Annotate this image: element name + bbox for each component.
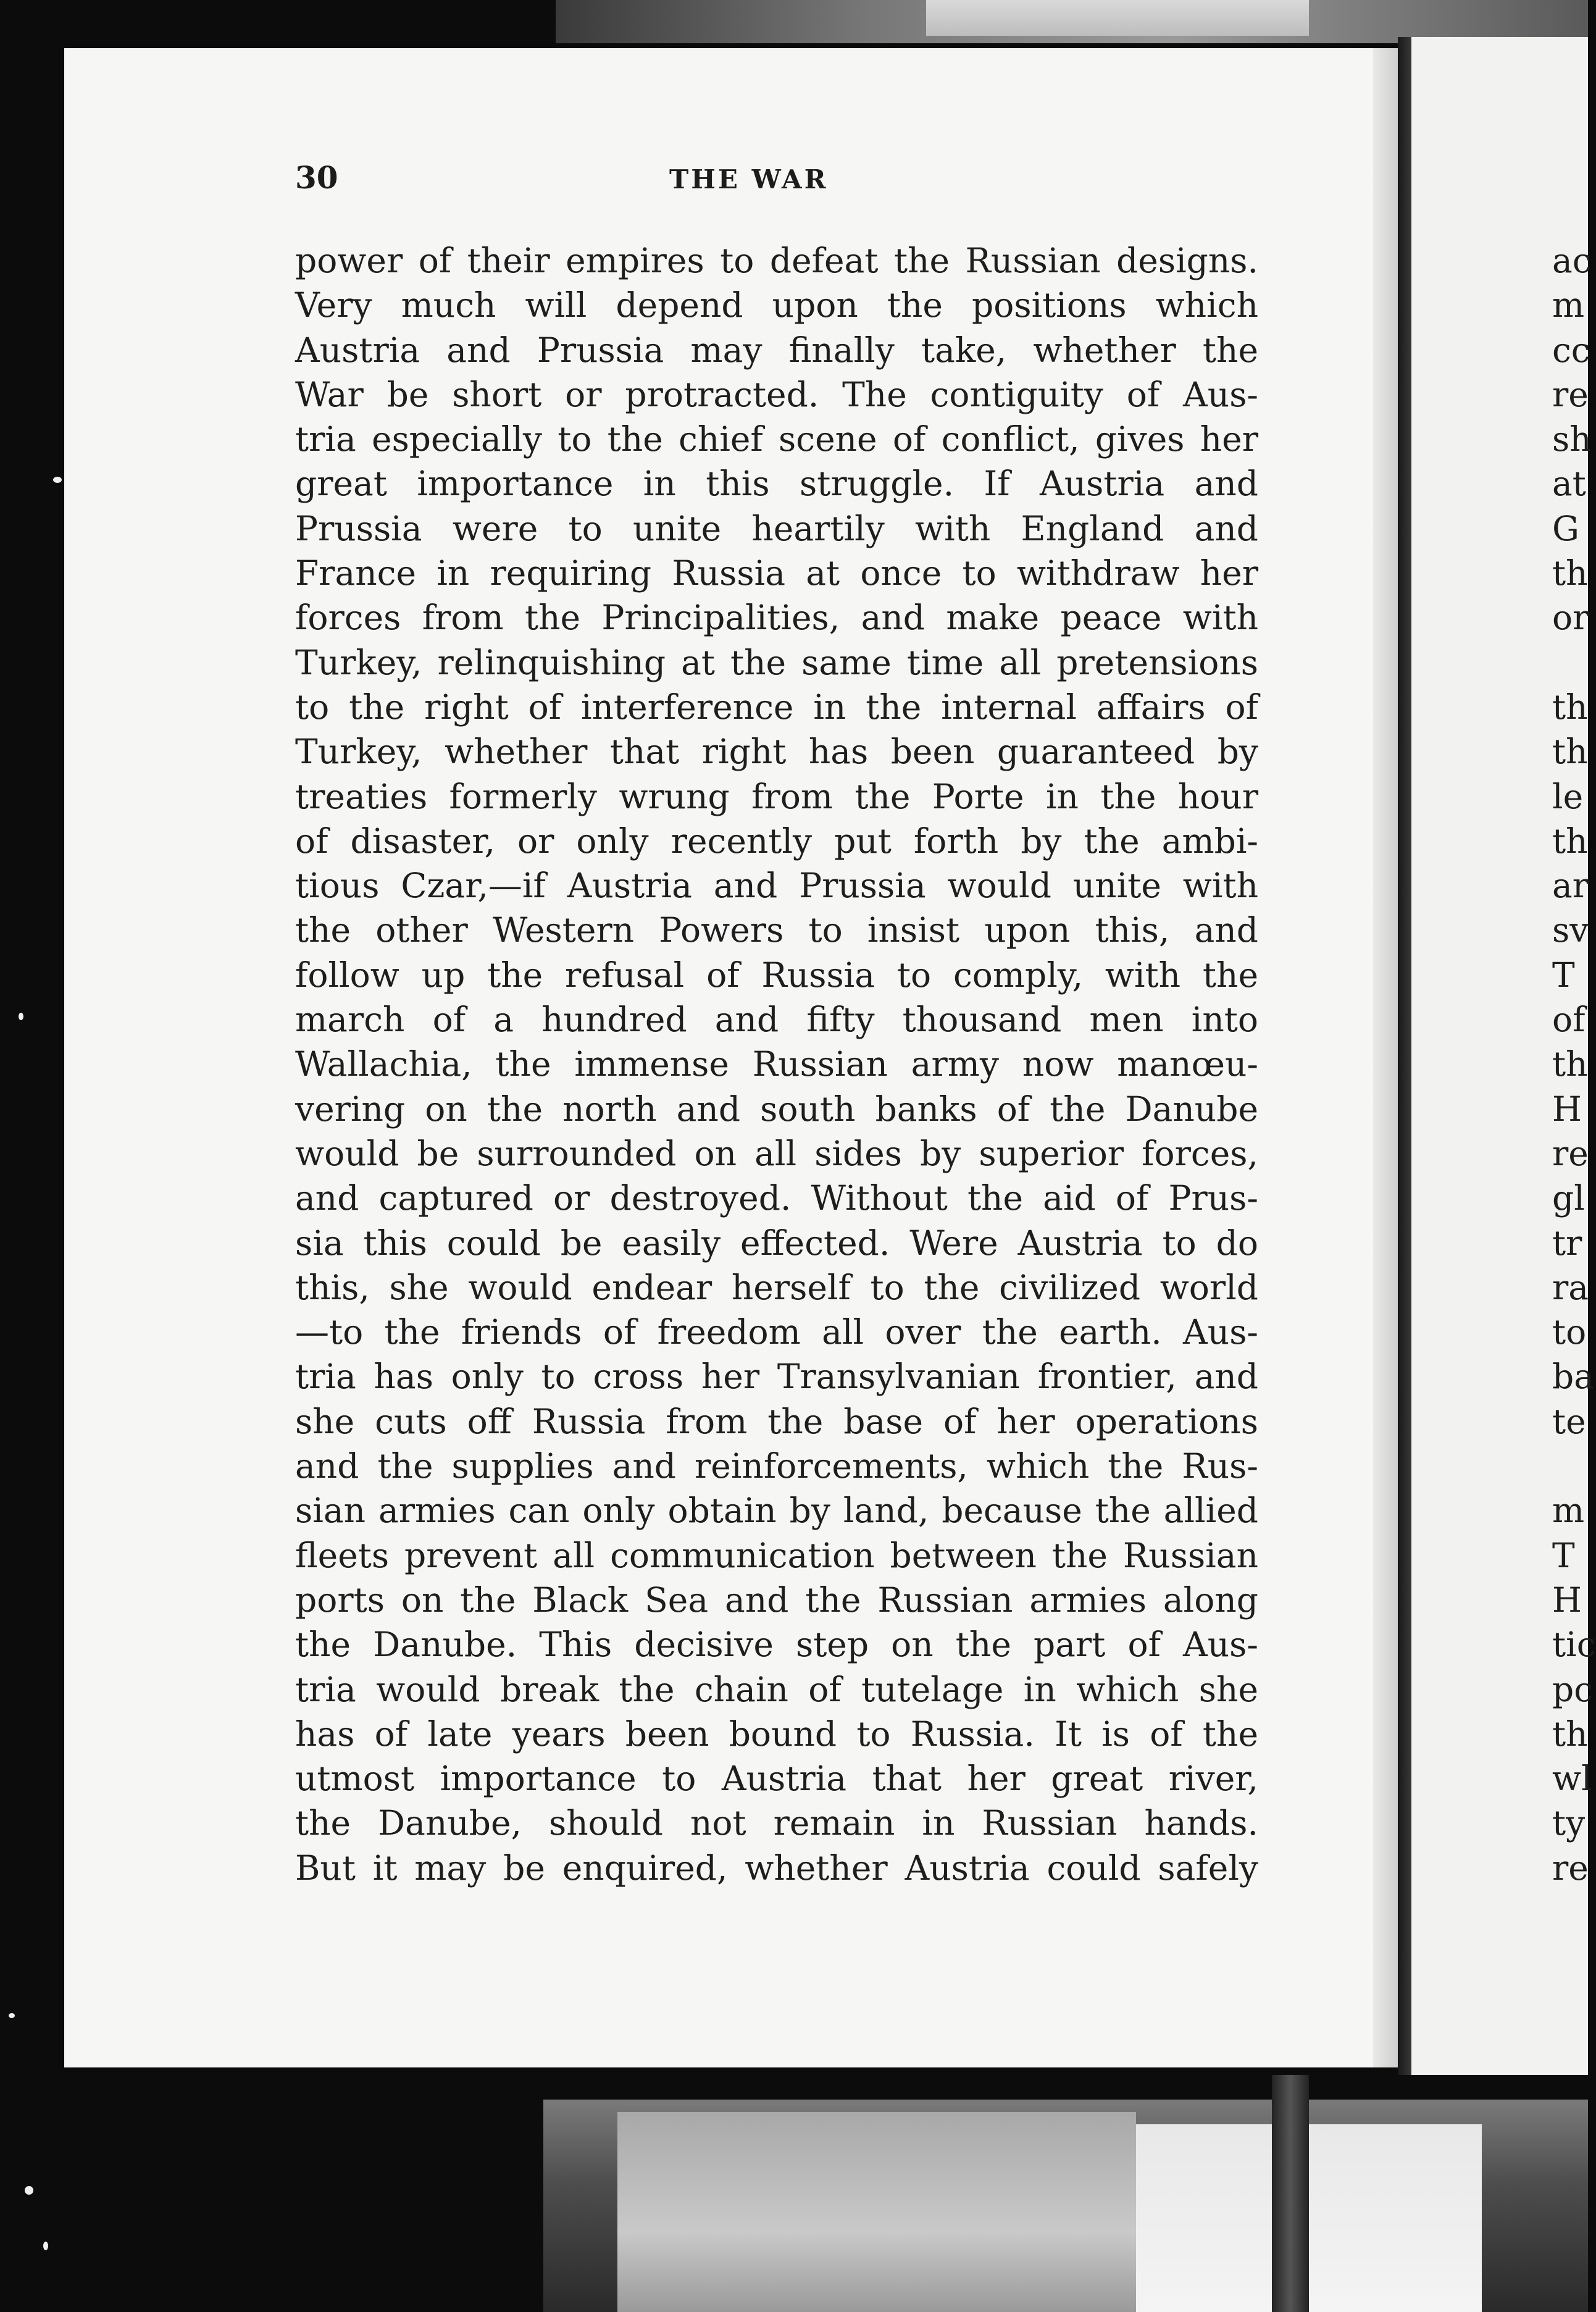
- text-line: Wallachia, the immense Russian army now manœu-: [295, 1044, 1258, 1084]
- text-line: tria has only to cross her Transylvanian frontier, and: [295, 1357, 1258, 1397]
- text-line: and captured or destroyed. Without the aid of Prus-: [295, 1178, 1258, 1218]
- text-line: the other Western Powers to insist upon this, and: [295, 910, 1258, 950]
- text-line: great importance in this struggle. If Austria and: [295, 464, 1258, 504]
- right-page-fragment: te: [1552, 1401, 1586, 1441]
- text-line: tria would break the chain of tutelage in which she: [295, 1669, 1258, 1709]
- page-number: 30: [295, 159, 338, 196]
- right-page-fragment: of: [1552, 1000, 1586, 1040]
- right-page-fragment: to: [1552, 1312, 1587, 1352]
- text-line: utmost importance to Austria that her great river,: [295, 1759, 1258, 1799]
- text-line: Very much will depend upon the positions which: [295, 285, 1258, 325]
- right-page-fragment: le: [1552, 776, 1584, 816]
- text-line: sian armies can only obtain by land, because the allied: [295, 1491, 1258, 1531]
- dust-speck: [9, 2013, 15, 2018]
- text-line: treaties formerly wrung from the Porte in the hour: [295, 776, 1258, 816]
- right-page-fragment: ty: [1552, 1803, 1586, 1843]
- text-line: would be surrounded on all sides by superior forces,: [295, 1133, 1258, 1173]
- right-page-fragment: pc: [1552, 1669, 1594, 1709]
- gutter-shadow: [1398, 37, 1413, 2075]
- dust-speck: [43, 2242, 48, 2250]
- right-page-fragment: or: [1552, 598, 1589, 638]
- right-page-fragment: th: [1552, 553, 1588, 593]
- text-line: forces from the Principalities, and make peace with: [295, 598, 1258, 638]
- right-page-fragment: T: [1552, 955, 1575, 995]
- right-page-fragment: th: [1552, 1044, 1588, 1084]
- right-page-fragment: th: [1552, 687, 1588, 727]
- text-line: tious Czar,—if Austria and Prussia would unite with: [295, 866, 1258, 906]
- text-line: Turkey, whether that right has been guaranteed by: [295, 732, 1258, 772]
- right-page-fragment: tic: [1552, 1625, 1596, 1665]
- text-line: But it may be enquired, whether Austria could safely: [295, 1848, 1258, 1888]
- text-line: the Danube, should not remain in Russian hands.: [295, 1803, 1258, 1843]
- right-page-fragment: at: [1552, 464, 1586, 504]
- text-line: War be short or protracted. The contiguity of Aus-: [295, 374, 1258, 414]
- text-line: sia this could be easily effected. Were Austria to do: [295, 1223, 1258, 1263]
- text-line: march of a hundred and fifty thousand men into: [295, 1000, 1258, 1040]
- text-line: follow up the refusal of Russia to comply, with the: [295, 955, 1258, 995]
- right-page-fragment: th: [1552, 732, 1588, 772]
- left-page-edge: [1373, 48, 1398, 2067]
- text-line: tria especially to the chief scene of conflict, gives her: [295, 419, 1258, 459]
- right-page-fragment: G: [1552, 508, 1579, 548]
- right-page-fragment: ar: [1552, 866, 1589, 906]
- right-page-fragment: ac: [1552, 241, 1592, 280]
- right-page-fragment: cc: [1552, 330, 1590, 370]
- right-page-fragment: re: [1552, 1133, 1589, 1173]
- scanner-background-bottom-light: [1136, 2124, 1482, 2312]
- right-page-fragment: re: [1552, 374, 1589, 414]
- text-line: France in requiring Russia at once to withdraw her: [295, 553, 1258, 593]
- right-page-fragment: th: [1552, 821, 1588, 861]
- right-page-fragment: tr: [1552, 1223, 1582, 1263]
- text-line: power of their empires to defeat the Russian designs.: [295, 241, 1258, 280]
- text-line: —to the friends of freedom all over the earth. Aus-: [295, 1312, 1258, 1352]
- running-head: THE WAR: [669, 164, 829, 195]
- right-page-fragment: wl: [1552, 1759, 1592, 1799]
- right-page-fragment: sv: [1552, 910, 1589, 950]
- page-header: [295, 159, 1258, 203]
- right-page-fragment: m: [1552, 285, 1585, 325]
- text-line: of disaster, or only recently put forth by the ambi-: [295, 821, 1258, 861]
- text-line: and the supplies and reinforcements, which the Rus-: [295, 1446, 1258, 1486]
- right-page-fragment: ba: [1552, 1357, 1594, 1397]
- right-page-fragment: sh: [1552, 419, 1592, 459]
- right-page-fragment: gl: [1552, 1178, 1585, 1218]
- text-line: to the right of interference in the internal affairs of: [295, 687, 1258, 727]
- right-page-text-fragments: [1552, 238, 1596, 1890]
- text-line: ports on the Black Sea and the Russian armies along: [295, 1580, 1258, 1620]
- right-page-fragment: [1552, 1444, 1588, 1488]
- text-line: Prussia were to unite heartily with England and: [295, 508, 1258, 548]
- text-line: the Danube. This decisive step on the part of Aus-: [295, 1625, 1258, 1665]
- scanner-background-bottom-grey: [617, 2112, 1136, 2312]
- scanner-background-top-light: [926, 0, 1309, 36]
- text-line: has of late years been bound to Russia. It is of the: [295, 1714, 1258, 1754]
- dust-speck: [25, 2186, 33, 2195]
- right-page-fragment: ra: [1552, 1267, 1589, 1307]
- right-page-fragment: H: [1552, 1089, 1582, 1129]
- text-line: this, she would endear herself to the civilized world: [295, 1267, 1258, 1307]
- scanner-background-post: [1272, 2075, 1309, 2312]
- right-page-fragment: [1552, 640, 1588, 685]
- dust-speck: [19, 1013, 23, 1020]
- right-page-fragment: th: [1552, 1714, 1588, 1754]
- text-line: fleets prevent all communication between the Russian: [295, 1535, 1258, 1575]
- right-page-fragment: re: [1552, 1848, 1589, 1888]
- right-page-fragment: m: [1552, 1491, 1585, 1531]
- text-line: Austria and Prussia may finally take, whether the: [295, 330, 1258, 370]
- dust-speck: [53, 477, 62, 483]
- text-line: she cuts off Russia from the base of her operations: [295, 1401, 1258, 1441]
- right-page-fragment: H: [1552, 1580, 1582, 1620]
- text-line: Turkey, relinquishing at the same time all pretensions: [295, 642, 1258, 682]
- text-line: vering on the north and south banks of the Danube: [295, 1089, 1258, 1129]
- body-text: [295, 238, 1258, 1890]
- right-page-fragment: T: [1552, 1535, 1575, 1575]
